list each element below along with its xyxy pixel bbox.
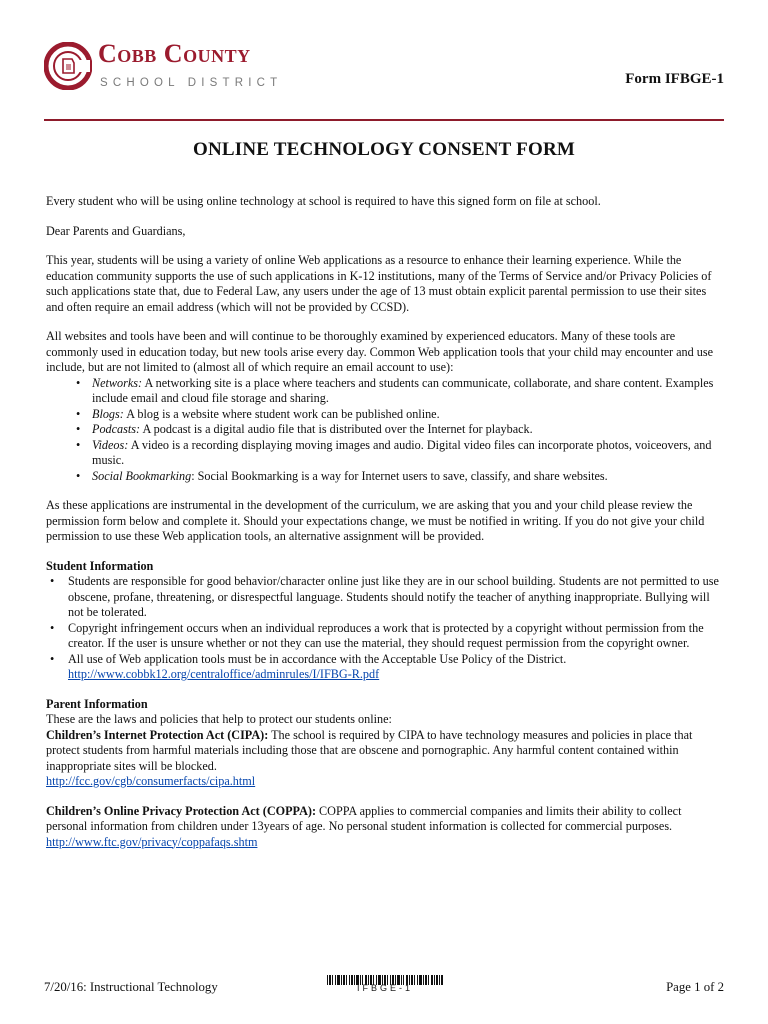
student-info-heading: Student Information	[46, 558, 154, 573]
cipa-link-line	[46, 774, 722, 790]
barcode	[327, 974, 443, 994]
coppa-link-line	[46, 835, 722, 851]
logo-name: Cobb County	[98, 39, 251, 68]
footer-revision: 7/20/16: Instructional Technology	[44, 980, 218, 994]
aup-text: All use of Web application tools must be in accordance with the Acceptable Use Policy of the District.	[68, 651, 567, 666]
list-item: • Copyright infringement occurs when an individual reproduces a work that is protected by a copyright without permission from the creator. If the user is unsure whether or not they can use the material, they should request permission from the copyright owner.	[46, 621, 722, 652]
cipa-link[interactable]: http://fcc.gov/cgb/consumerfacts/cipa.html	[46, 774, 256, 788]
paragraph-permission: As these applications are instrumental in the development of the curriculum, we are asking that you and your child please review the permission form below and complete it. Should your expectations change, we must be notified in writing. If you do not give your child permission to use these Web application tools, an alternative assignment will be provided.	[46, 498, 705, 543]
tool-term: Podcasts:	[92, 422, 141, 436]
coppa-text: COPPA applies to commercial companies and limits their ability to collect personal information from children under 13years of age. No personal student information is collected for commercial purposes.	[46, 803, 682, 833]
cipa-label: Children’s Internet Protection Act (CIPA):	[46, 727, 269, 742]
tool-desc: A podcast is a digital audio file that is distributed over the Internet for playback.	[140, 422, 533, 436]
list-item	[46, 422, 722, 438]
parent-info-heading: Parent Information	[46, 696, 148, 711]
coppa-label: Children’s Online Privacy Protection Act (COPPA):	[46, 803, 316, 818]
coppa-link[interactable]: http://www.ftc.gov/privacy/coppafaqs.shtm	[46, 834, 258, 849]
header-divider	[44, 119, 724, 121]
tool-desc: A networking site is a place where teachers and students can communicate, collaborate, and share content. Examples include email and cloud file storage and sharing.	[92, 375, 714, 405]
tool-desc: : Social Bookmarking is a way for Internet users to save, classify, and share websites.	[191, 468, 608, 483]
list-item	[46, 652, 722, 683]
paragraph-tools: All websites and tools have been and will continue to be thoroughly examined by experienced educators. Many of these tools are commonly used in education today, but new tools arise every day. Common Web application tools that your child may encounter and use include, but are not limited to (almost all of which require an email account to use):	[46, 329, 714, 374]
tool-term: Blogs:	[92, 406, 124, 421]
page-header	[44, 40, 724, 110]
list-item	[46, 469, 722, 485]
list-item	[46, 407, 722, 423]
tool-term: Networks:	[92, 375, 143, 390]
form-id: Form IFBGE-1	[625, 71, 724, 87]
tools-list	[46, 376, 722, 485]
logo-subtitle: SCHOOL DISTRICT	[100, 77, 283, 89]
aup-link[interactable]: http://www.cobbk12.org/centraloffice/adminrules/I/IFBG-R.pdf	[68, 667, 380, 681]
district-logo	[44, 40, 344, 100]
list-item	[46, 438, 722, 469]
barcode-text: IFBGE-1	[357, 983, 414, 993]
tool-desc: A video is a recording displaying moving images and audio. Digital video files can incorporate photos, voiceovers, and music.	[92, 437, 712, 467]
cipa-paragraph	[46, 728, 722, 775]
tool-desc: A blog is a website where student work can be published online.	[123, 406, 440, 421]
district-seal-icon	[44, 42, 92, 90]
student-info-list	[46, 574, 722, 683]
intro-paragraph: Every student who will be using online technology at school is required to have this signed form on file at school.	[46, 194, 601, 208]
paragraph-applications: This year, students will be using a variety of online Web applications as a resource to enhance their learning experience. While the education community supports the use of such applications in K-12 institutions, many of the Terms of Service and/or Privacy Policies of such applications state that, due to Federal Law, any users under the age of 13 must obtain explicit parental permission to use their sites and often require an email address (which will not be provided by CCSD).	[46, 253, 712, 314]
form-body	[46, 194, 722, 850]
tool-term: Videos:	[92, 437, 129, 452]
parent-info-intro: These are the laws and policies that help to protect our students online:	[46, 712, 392, 726]
tool-term: Social Bookmarking	[92, 468, 192, 483]
list-item	[46, 376, 722, 407]
list-item: • Students are responsible for good behavior/character online just like they are in our school building. Students are not permitted to use obscene, profane, threatening, or disrespectful language. Students should notify the teacher of anything inappropriate. Bullying will not be tolerated.	[46, 574, 722, 621]
coppa-paragraph	[46, 804, 722, 835]
page-number: Page 1 of 2	[666, 980, 724, 994]
page-title: ONLINE TECHNOLOGY CONSENT FORM	[192, 139, 575, 160]
salutation: Dear Parents and Guardians,	[46, 223, 186, 238]
cipa-text: The school is required by CIPA to have technology measures and policies in place that protect students from harmful materials including those that are obscene and pornographic. Any harmful content contained within inappropriate sites will be blocked.	[46, 727, 693, 773]
page-footer	[44, 980, 724, 1000]
